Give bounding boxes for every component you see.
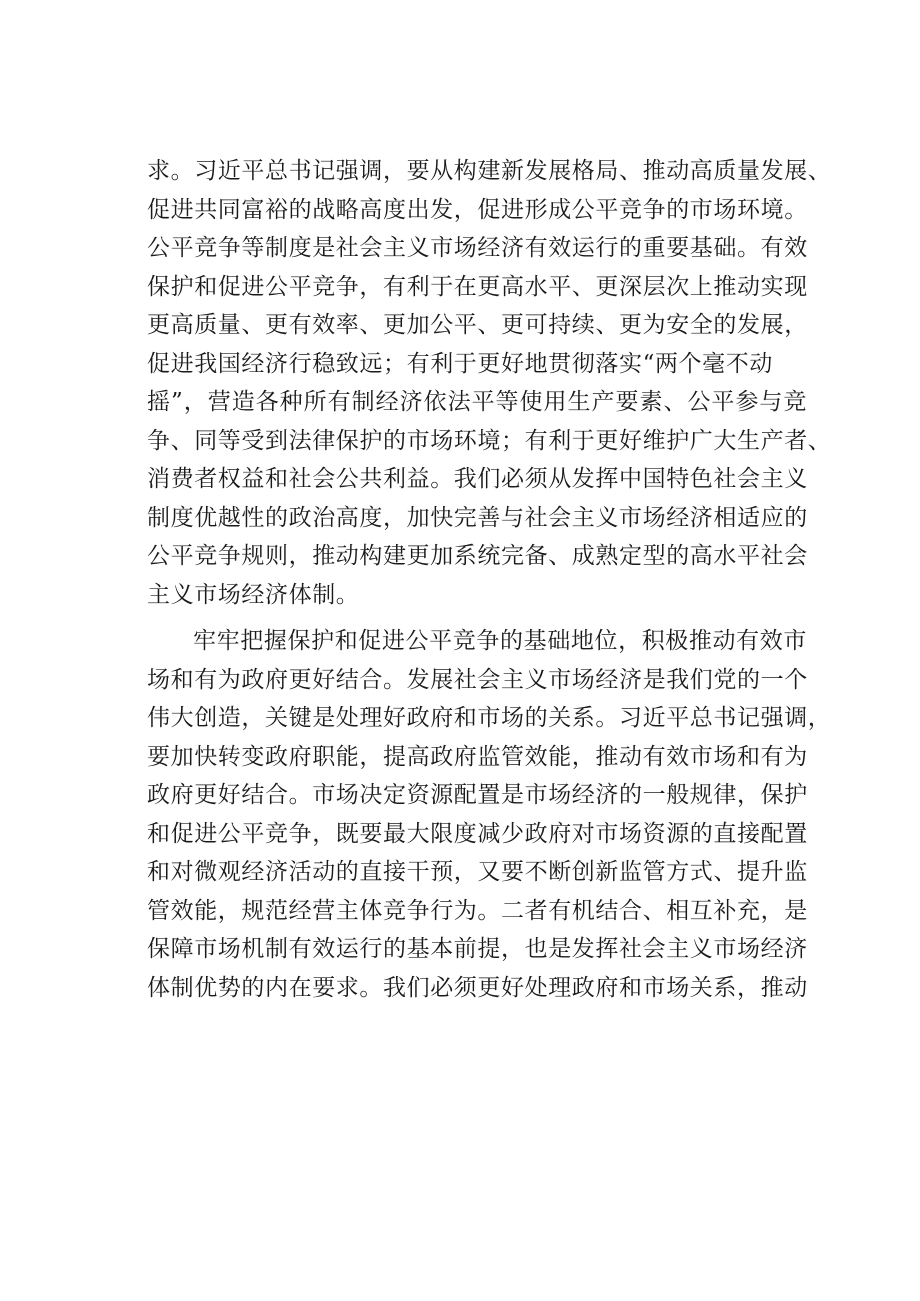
document-body: [147, 152, 832, 1007]
text-line: 促进我国经济行稳致远；有利于更好地贯彻落实“两个毫不动: [147, 350, 773, 377]
text-line: 求。习近平总书记强调，要从构建新发展格局、推动高质量发展、: [147, 158, 832, 184]
text-line: 伟大创造，关键是处理好政府和市场的关系。习近平总书记强调，: [147, 705, 832, 731]
text-line: 消费者权益和社会公共利益。我们必须从发挥中国特色社会主义: [147, 466, 808, 492]
text-line: 公平竞争规则，推动构建更加系统完备、成熟定型的高水平社会: [147, 543, 808, 569]
paragraph-gap: [147, 614, 807, 622]
text-line: 政府更好结合。市场决定资源配置是市场经济的一般规律，保护: [147, 782, 808, 808]
text-line: 公平竞争等制度是社会主义市场经济有效运行的重要基础。有效: [147, 235, 808, 261]
text-line: 更高质量、更有效率、更加公平、更可持续、更为安全的发展，: [147, 312, 808, 338]
text-line: 争、同等受到法律保护的市场环境；有利于更好维护广大生产者、: [147, 427, 832, 454]
paragraph-1: [147, 152, 832, 614]
text-line: 主义市场经济体制。: [147, 581, 360, 608]
text-line: 保护和促进公平竞争，有利于在更高水平、更深层次上推动实现: [147, 273, 808, 300]
text-line: 保障市场机制有效运行的基本前提，也是发挥社会主义市场经济: [147, 936, 808, 962]
text-line: 制度优越性的政治高度，加快完善与社会主义市场经济相适应的: [147, 504, 808, 531]
text-line: 促进共同富裕的战略高度出发，促进形成公平竞争的市场环境。: [147, 196, 808, 223]
text-line: 管效能，规范经营主体竞争行为。二者有机结合、相互补充，是: [147, 897, 808, 924]
text-line: 牢牢把握保护和促进公平竞争的基础地位，积极推动有效市: [193, 628, 807, 654]
text-line: 和对微观经济活动的直接干预，又要不断创新监管方式、提升监: [147, 859, 808, 885]
text-line: 要加快转变政府职能，提高政府监管效能，推动有效市场和有为: [147, 743, 808, 770]
text-line: 和促进公平竞争，既要最大限度减少政府对市场资源的直接配置: [147, 820, 808, 847]
text-line: 体制优势的内在要求。我们必须更好处理政府和市场关系，推动: [147, 974, 808, 1001]
text-line: 场和有为政府更好结合。发展社会主义市场经济是我们党的一个: [147, 666, 808, 693]
text-line: 摇”，营造各种所有制经济依法平等使用生产要素、公平参与竞: [147, 389, 807, 415]
paragraph-2: [147, 622, 832, 1007]
